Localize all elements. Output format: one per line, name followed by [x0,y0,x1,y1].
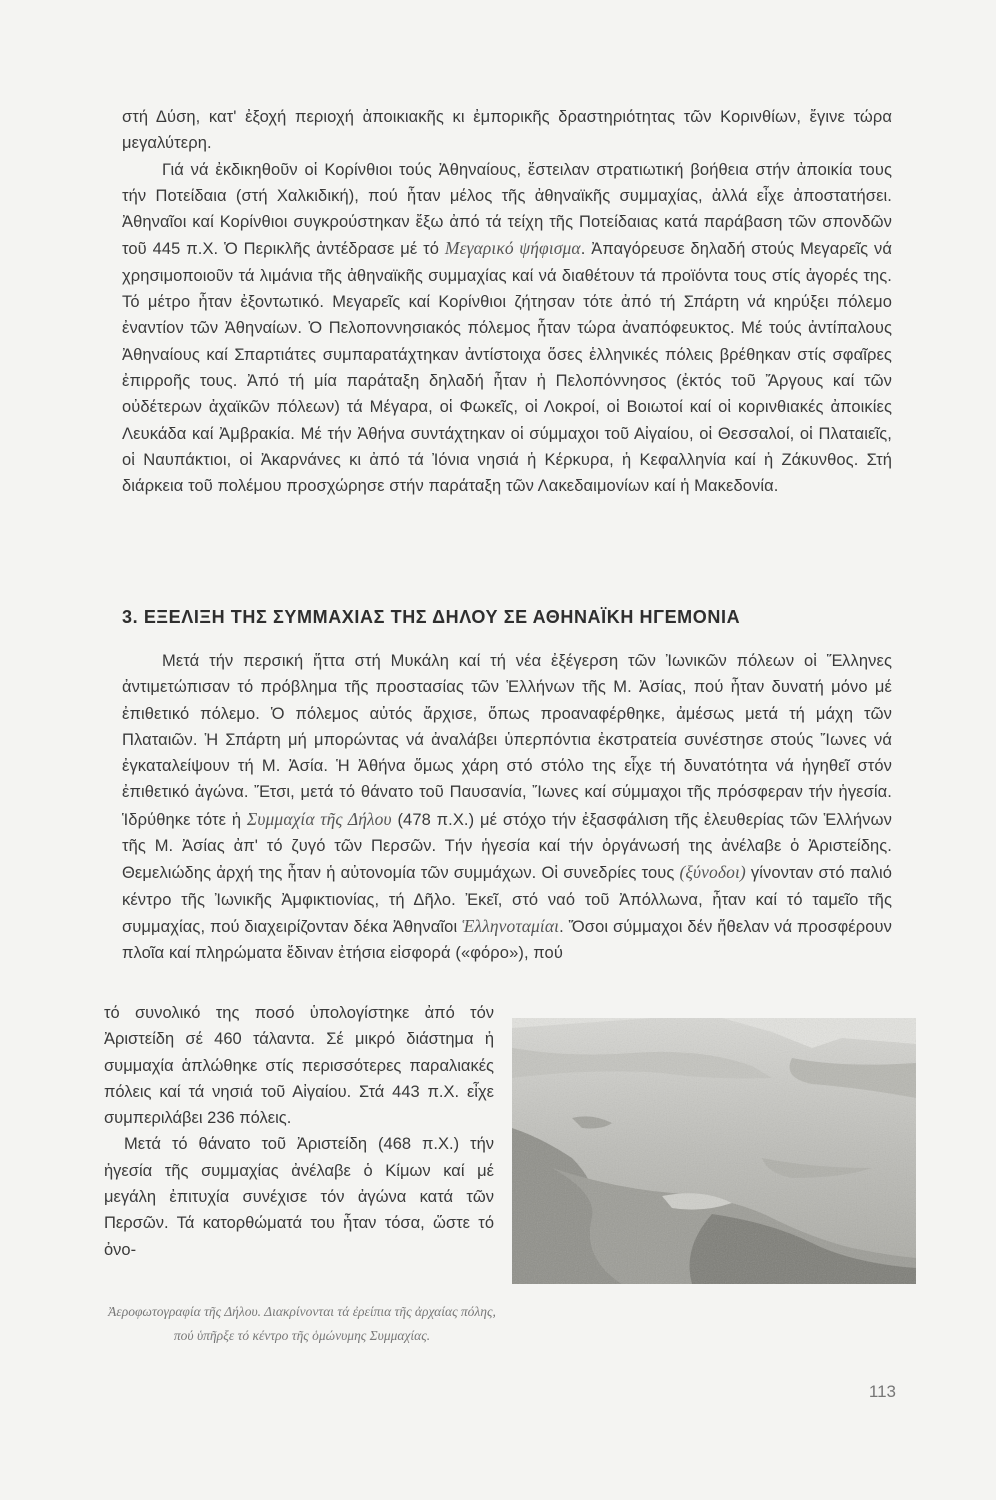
hellenotamiai-term: Ἑλληνοταμίαι [462,915,560,936]
delian-league-term: Συμμαχία τῆς Δήλου [246,808,392,829]
paragraph-delian-league: Μετά τήν περσική ἥττα στή Μυκάλη καί τή νέα ἐξέγερση τῶν Ἰωνικῶν πόλεων οἱ Ἕλληνες ἀντιμετώπισαν τό πρόβλημα τῆς προστασίας τῶν Ἑλλήνων τῆς Μ. Ἀσίας, πού ἦταν δυνατή μόνο μέ ἐπιθετικό πόλεμο. Ὁ πόλεμος αὐτός ἄρχισε, ὅπως προαναφέρθηκε, ἀμέσως μετά τή μάχη τῶν Πλαταιῶν. Ἡ Σπάρτη μή μπορώντας νά ἀναλάβει ὑπερπόντια ἐκστρατεία συνέστησε στούς Ἴωνες νά ἐγκαταλείψουν τή Μ. Ἀσία. Ἡ Ἀθήνα ὅμως χάρη στό στόλο της εἶχε τή δυνατότητα νά ἡγηθεῖ στόν ἐπιθετικό ἀγώνα. Ἔτσι, μετά τό θάνατο τοῦ Παυσανία, Ἴωνες καί σύμμαχοι τῆς πρόσφεραν τήν ἡγεσία. Ἱδρύθηκε τότε ἡ Συμμαχία τῆς Δήλου (478 π.Χ.) μέ στόχο τήν ἐξασφάλιση τῆς ἐλευθερίας τῶν Ἑλλήνων τῆς Μ. Ἀσίας ἀπ' τό ζυγό τῶν Περσῶν. Τήν ἡγεσία καί τήν ὀργάνωσή της ἀνέλαβε ὁ Ἀριστείδης. Θεμελιώδης ἀρχή της ἦταν ἡ αὐτονομία τῶν συμμάχων. Οἱ συνεδρίες τους (ξύνοδοι) γίνονταν στό παλιό κέντρο τῆς Ἰωνικῆς Ἀμφικτιονίας, τή Δῆλο. Ἐκεῖ, στό ναό τοῦ Ἀπόλλωνα, ἦταν καί τό ταμεῖο τῆς συμμαχίας, πού διαχειρίζονταν δέκα Ἀθηναῖοι Ἑλληνοταμίαι. Ὅσοι σύμμαχοι δέν ἤθελαν νά προσφέρουν πλοῖα καί πληρώματα ἔδιναν ἐτήσια εἰσφορά («φόρο»), πού [122,652,893,963]
paragraph-kimon: Μετά τό θάνατο τοῦ Ἀριστείδη (468 π.Χ.) τήν ἡγεσία τῆς συμμαχίας ἀνέλαβε ὁ Κίμων καί μέ μεγάλη ἐπιτυχία συνέχισε τόν ἀγώνα κατά τῶν Περσῶν. Τά κατορθώματά του ἦταν τόσα, ὥστε τό ὀνο- [104,1135,494,1259]
section-body [122,648,892,967]
paragraph-tribute: τό συνολικό της ποσό ὑπολογίστηκε ἀπό τόν Ἀριστείδη σέ 460 τάλαντα. Σέ μικρό διάστημα ἡ συμμαχία ἁπλώθηκε στίς περισσότερες παραλιακές πόλεις καί τά νησιά τοῦ Αἰγαίου. Στά 443 π.Χ. εἶχε συμπεριλάβει 236 πόλεις. [104,1004,494,1128]
delos-aerial-photo [512,1018,916,1284]
section-heading: 3. ΕΞΕΛΙΞΗ ΤΗΣ ΣΥΜΜΑΧΙΑΣ ΤΗΣ ΔΗΛΟΥ ΣΕ ΑΘΗΝΑΪΚΗ ΗΓΕΜΟΝΙΑ [122,607,741,627]
synodoi-term: (ξύνοδοι) [679,862,746,883]
left-column-text [104,1000,494,1263]
page-number: 113 [868,1382,896,1401]
photo-caption: Ἀεροφωτογραφία τῆς Δήλου. Διακρίνονται τά ἐρείπια τῆς ἀρχαίας πόλης, πού ὑπῆρξε τό κέντρο τῆς ὁμώνυμης Συμμαχίας. [108,1304,496,1343]
paragraph-continuation: στή Δύση, κατ' ἐξοχή περιοχή ἀποικιακῆς κι ἐμπορικῆς δραστηριότητας τῶν Κορινθίων, ἔγινε τώρα μεγαλύτερη. [122,108,892,153]
megarian-decree-term: Μεγαρικό ψήφισμα [444,238,581,259]
aerial-photo-image [512,1018,916,1284]
top-paragraphs [122,104,892,499]
paragraph-potidaea: Γιά νά ἐκδικηθοῦν οἱ Κορίνθιοι τούς Ἀθηναίους, ἔστειλαν στρατιωτική βοήθεια στήν ἀποικία τους τήν Ποτείδαια (στή Χαλκιδική), πού ἦταν μέλος τῆς ἀθηναϊκῆς συμμαχίας, ἀλλά εἶχε ἀποστατήσει. Ἀθηναῖοι καί Κορίνθιοι συγκρούστηκαν ἔξω ἀπό τά τείχη τῆς Ποτείδαιας κατά παράβαση τῶν σπονδῶν τοῦ 445 π.Χ. Ὁ Περικλῆς ἀντέδρασε μέ τό Μεγαρικό ψήφισμα. Ἀπαγόρευσε δηλαδή στούς Μεγαρεῖς νά χρησιμοποιοῦν τά λιμάνια τῆς ἀθηναϊκῆς συμμαχίας καί νά διαθέτουν τά προϊόντα τους στίς ἀγορές της. Τό μέτρο ἦταν ἐξοντωτικό. Μεγαρεῖς καί Κορίνθιοι ζήτησαν τότε ἀπό τή Σπάρτη νά κηρύξει πόλεμο ἐναντίον τῶν Ἀθηναίων. Ὁ Πελοποννησιακός πόλεμος ἦταν τώρα ἀναπόφευκτος. Μέ τούς ἀντίπαλους Ἀθηναίους καί Σπαρτιάτες συμπαρατάχτηκαν ἀντίστοιχα ὅσες ἑλληνικές πόλεις βρέθηκαν στίς σφαῖρες ἐπιρροῆς τους. Ἀπό τή μία παράταξη δηλαδή ἦταν ἡ Πελοπόννησος (ἐκτός τοῦ Ἄργους καί τῶν οὐδέτερων ἀχαϊκῶν πόλεων) τά Μέγαρα, οἱ Φωκεῖς, οἱ Λοκροί, οἱ Βοιωτοί καί οἱ κορινθιακές ἀποικίες Λευκάδα καί Ἀμβρακία. Μέ τήν Ἀθήνα συντάχτηκαν οἱ σύμμαχοι τοῦ Αἰγαίου, οἱ Θεσσαλοί, οἱ Πλαταιεῖς, οἱ Ναυπάκτιοι, οἱ Ἀκαρνάνες κι ἀπό τά Ἰόνια νησιά ἡ Κέρκυρα, ἡ Κεφαλληνία καί ἡ Ζάκυνθος. Στή διάρκεια τοῦ πολέμου προσχώρησε στήν παράταξη τῶν Λακεδαιμονίων καί ἡ Μακεδονία. [122,160,892,496]
